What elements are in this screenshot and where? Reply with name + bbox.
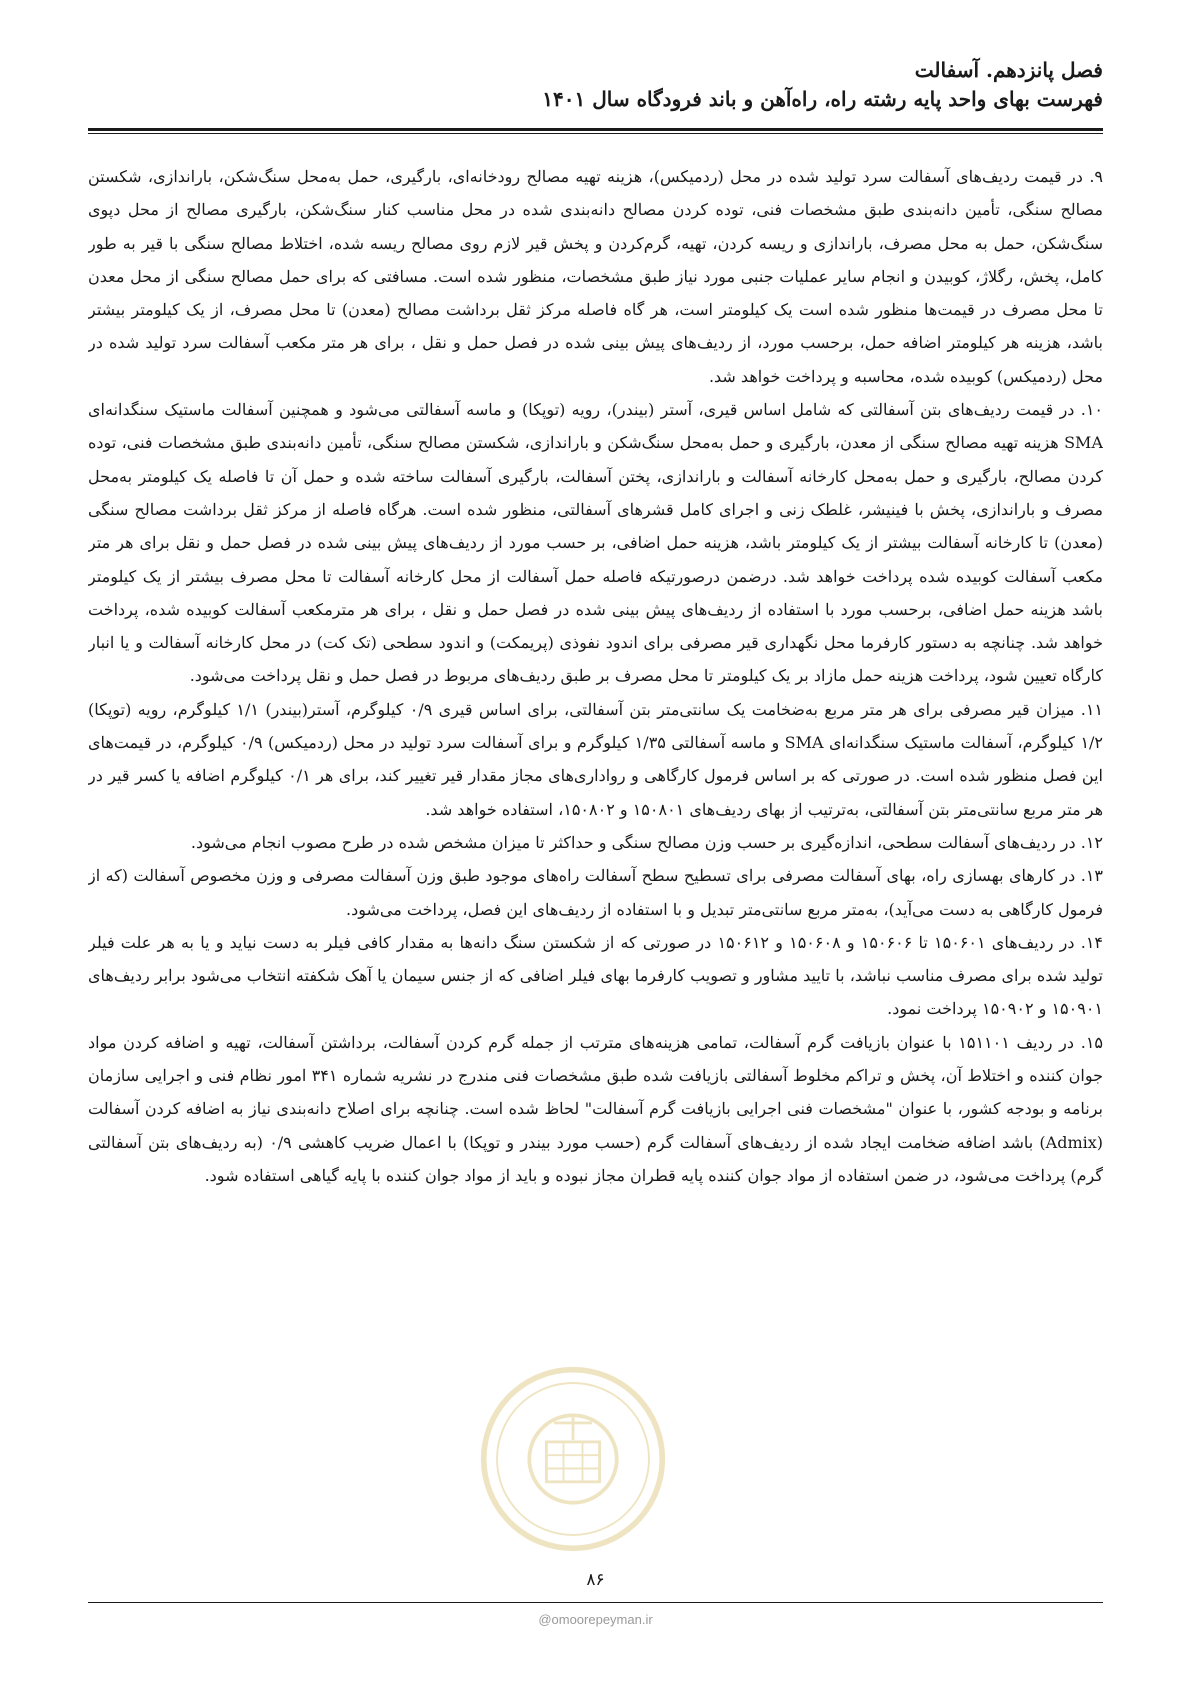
header-rule-thin	[88, 133, 1103, 134]
paragraph-10	[88, 393, 1103, 693]
footer-rule	[88, 1602, 1103, 1603]
paragraph-text: در ردیف ۱۵۱۱۰۱ با عنوان بازیافت گرم آسفالت، تمامی هزینه‌های مترتب از جمله گرم کردن آسفالت، برداشتن آسفالت، تهیه و اضافه کردن مواد جوان کننده و اختلاط آن، پخش و تراکم مخلوط آسفالتی بازیافت شده طبق مشخصات فنی مندرج در نشریه شماره ۳۴۱ امور نظام فنی و اجرایی سازمان برنامه و بودجه کشور، با عنوان "مشخصات فنی اجرایی بازیافت گرم آسفالت" لحاظ شده است. چنانچه برای اصلاح دانه‌بندی نیاز به اضافه کردن آسفالت (Admix) باشد اضافه ضخامت ایجاد شده از ردیف‌های آسفالت گرم (حسب مورد بیندر و توپکا) با اعمال ضریب کاهشی ۰/۹ (به ردیف‌های بتن آسفالتی گرم) پرداخت می‌شود، در ضمن استفاده از مواد جوان کننده پایه قطران مجاز نبوده و باید از مواد جوان کننده با پایه گیاهی استفاده شود.	[88, 1032, 1103, 1185]
paragraph-number: ۱۱.	[1080, 699, 1103, 719]
header-rule-thick	[88, 128, 1103, 131]
document-title: فهرست بهای واحد پایه رشته راه، راه‌آهن و باند فرودگاه سال ۱۴۰۱	[542, 87, 1103, 111]
page-header	[88, 56, 1103, 114]
paragraph-number: ۱۵.	[1080, 1032, 1103, 1052]
paragraph-text: در کارهای بهسازی راه، بهای آسفالت مصرفی برای تسطیح سطح آسفالت راه‌های موجود طبق وزن آسفالت مصرفی و وزن مخصوص آسفالت (که از فرمول کارگاهی به دست می‌آید)، به‌متر مربع سانتی‌متر تبدیل و با استفاده از ردیف‌های این فصل، پرداخت می‌شود.	[88, 866, 1103, 919]
paragraph-9	[88, 160, 1103, 393]
paragraph-12	[88, 826, 1103, 859]
paragraph-number: ۱۲.	[1080, 832, 1103, 852]
paragraph-14	[88, 926, 1103, 1026]
website-watermark: @omoorepeyman.ir	[538, 1612, 653, 1627]
paragraph-13	[88, 859, 1103, 926]
paragraph-text: در قیمت ردیف‌های آسفالت سرد تولید شده در محل (ردمیکس)، هزینه تهیه مصالح رودخانه‌ای، بارگیری، حمل به‌محل سنگ‌شکن، باراندازی، شکستن مصالح سنگی، تأمین دانه‌بندی طبق مشخصات فنی، توده کردن مصالح دانه‌بندی شده در محل مناسب کنار سنگ‌شکن، بارگیری مصالح از محل دپوی سنگ‌شکن، حمل به محل مصرف، باراندازی و ریسه کردن، تهیه، گرم‌کردن و پخش قیر لازم روی مصالح ریسه شده، اختلاط مصالح سنگی با قیر به طور کامل، پخش، رگلاژ، کوبیدن و انجام سایر عملیات جنبی مورد نیاز طبق مشخصات، منظور شده است. مسافتی که برای حمل مصالح سنگی از محل معدن تا محل مصرف در قیمت‌ها منظور شده است یک کیلومتر است، هر گاه فاصله مرکز ثقل برداشت مصالح (معدن) تا محل مصرف، از یک کیلومتر بیشتر باشد، هزینه هر کیلومتر اضافه حمل، برحسب مورد، از ردیف‌های پیش بینی شده در فصل حمل و نقل ، برای هر متر مکعب آسفالت سرد تولید شده در محل (ردمیکس) کوبیده شده، محاسبه و پرداخت خواهد شد.	[88, 167, 1103, 386]
page-number: ۸۶	[586, 1570, 605, 1590]
chapter-title: فصل پانزدهم. آسفالت	[914, 58, 1103, 82]
seal-logo-icon	[478, 1364, 668, 1554]
paragraph-text: در ردیف‌های ۱۵۰۶۰۱ تا ۱۵۰۶۰۶ و ۱۵۰۶۰۸ و ۱۵۰۶۱۲ در صورتی که از شکستن سنگ دانه‌ها به مقدار کافی فیلر به دست نیاید و یا به هر علت فیلر تولید شده برای مصرف مناسب نباشد، با تایید مشاور و تصویب کارفرما بهای فیلر اضافی که از جنس سیمان یا آهک شکفته انتخاب می‌شود برابر ردیف‌های ۱۵۰۹۰۱ و ۱۵۰۹۰۲ پرداخت نمود.	[88, 932, 1103, 1019]
paragraph-15	[88, 1026, 1103, 1192]
paragraph-number: ۱۰.	[1080, 400, 1103, 420]
paragraph-11	[88, 693, 1103, 826]
paragraph-text: میزان قیر مصرفی برای هر متر مربع به‌ضخامت یک سانتی‌متر بتن آسفالتی، برای اساس قیری ۰/۹ کیلوگرم، آستر(بیندر) ۱/۱ کیلوگرم، رویه (توپکا) ۱/۲ کیلوگرم، آسفالت ماستیک سنگدانه‌ای SMA و ماسه آسفالتی ۱/۳۵ کیلوگرم و برای آسفالت سرد تولید در محل (ردمیکس) ۰/۹ کیلوگرم، در قیمت‌های این فصل منظور شده است. در صورتی که بر اساس فرمول کارگاهی و رواداری‌های مجاز مقدار قیر تغییر کند، برای هر ۰/۱ کیلوگرم اضافه یا کسر قیر در هر متر مربع سانتی‌متر بتن آسفالتی، به‌ترتیب از بهای ردیف‌های ۱۵۰۸۰۱ و ۱۵۰۸۰۲، استفاده خواهد شد.	[88, 699, 1103, 819]
paragraph-number: ۹.	[1089, 167, 1103, 186]
paragraph-text: در قیمت ردیف‌های بتن آسفالتی که شامل اساس قیری، آستر (بیندر)، رویه (توپکا) و ماسه آسفالتی می‌شود و همچنین آسفالت ماستیک سنگدانه‌ای SMA هزینه تهیه مصالح سنگی از معدن، بارگیری و حمل به‌محل سنگ‌شکن و باراندازی، شکستن مصالح سنگی، تأمین دانه‌بندی طبق مشخصات فنی، توده کردن مصالح، بارگیری و حمل به‌محل کارخانه آسفالت و باراندازی، پختن آسفالت، بارگیری آسفالت ساخته شده و حمل آن تا فاصله یک کیلومتر به‌محل مصرف و باراندازی، پخش با فینیشر، غلطک زنی و اجرای کامل قشرهای آسفالتی، منظور شده است. هرگاه فاصله از مرکز ثقل برداشت مصالح سنگی (معدن) تا کارخانه آسفالت بیشتر از یک کیلومتر باشد، هزینه حمل اضافی، بر حسب مورد از ردیف‌های پیش بینی شده در فصل حمل و نقل برای هر متر مکعب آسفالت کوبیده شده پرداخت خواهد شد. درضمن درصورتیکه فاصله حمل آسفالت از محل کارخانه آسفالت تا محل مصرف بیشتر از یک کیلومتر باشد هزینه حمل اضافی، برحسب مورد با استفاده از ردیف‌های پیش بینی شده در فصل حمل و نقل ، برای هر مترمکعب آسفالت کوبیده شده، پرداخت خواهد شد. چنانچه به دستور کارفرما محل نگهداری قیر مصرفی برای اندود نفوذی (پریمکت) و اندود سطحی (تک کت) در محل کارخانه آسفالت و یا انبار کارگاه تعیین شود، پرداخت هزینه حمل مازاد بر یک کیلومتر تا محل مصرف بر طبق ردیف‌های مربوط در فصل حمل و نقل پرداخت می‌شود.	[88, 400, 1103, 686]
paragraph-number: ۱۴.	[1080, 932, 1103, 952]
paragraph-number: ۱۳.	[1080, 866, 1103, 886]
paragraph-text: در ردیف‌های آسفالت سطحی، اندازه‌گیری بر حسب وزن مصالح سنگی و حداکثر تا میزان مشخص شده در طرح مصوب انجام می‌شود.	[190, 832, 1076, 852]
